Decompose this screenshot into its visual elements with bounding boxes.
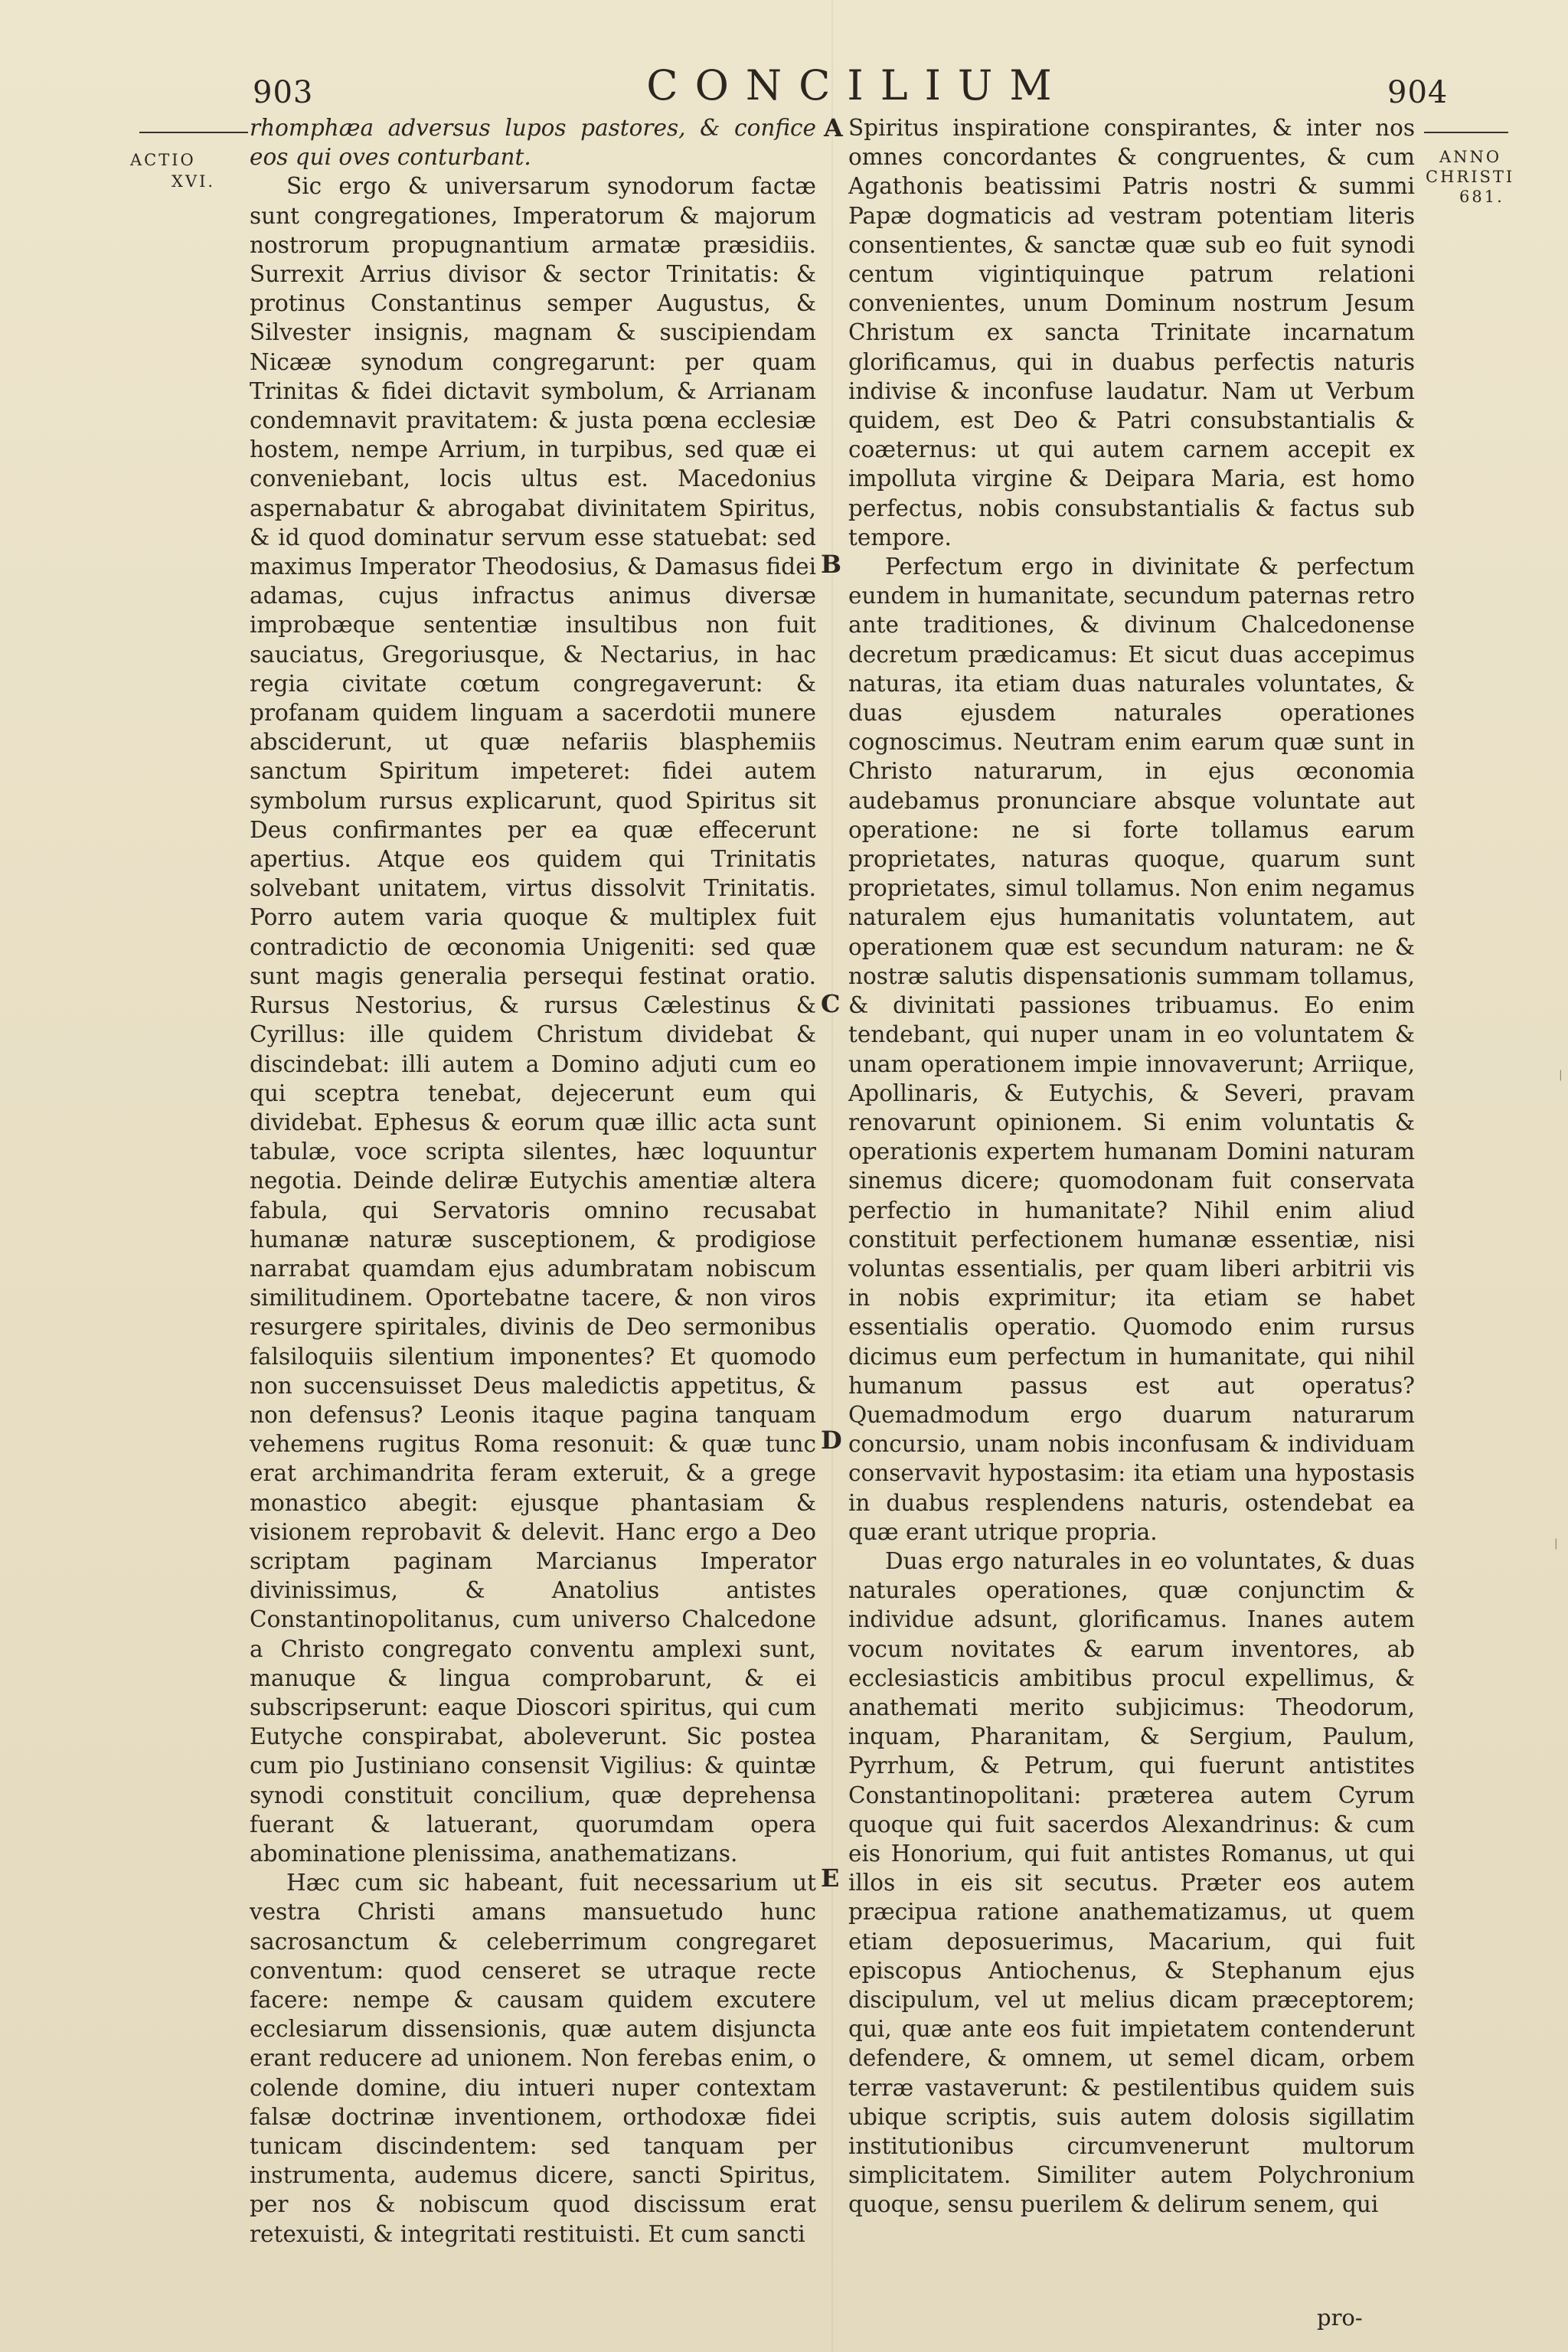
section-letter-e: E [821,1864,840,1893]
running-title: CONCILIUM [646,61,1069,109]
left-text-column [250,113,816,2318]
section-letter-d: D [821,1426,842,1455]
left-page-number: 903 [253,75,314,110]
margin-anno-label: ANNO [1439,148,1502,166]
column-gutter [831,0,833,2352]
right-paragraph-3: Duas ergo naturales in eo voluntates, & duas naturales operationes, quæ conjunctim & individue adsunt, glorificamus. Inanes autem vocum novitates & earum inventores, ab ecclesiasticis ambitibus procul expellimus, & anathemati merito subjicimus: Theodorum, inquam, Pharanitam, & Sergium, Paulum, Pyrrhum, & Petrum, qui fuerunt antistites Constantinopolitani: præterea autem Cyrum quoque qui fuit sacerdos Alexandrinus: & cum eis Honorium, qui fuit antistes Romanus, ut qui illos in eis sit secutus. Præter eos autem præcipua ratione anathematizamus, ut quem etiam deposuerimus, Macarium, qui fuit episcopus Antiochenus, & Stephanum ejus discipulum, vel ut melius dicam præceptorem; qui, quæ ante eos fuit impietatem contenderunt defendere, & omnem, ut semel dicam, orbem terræ vastaverunt: & pestilentibus quidem suis ubique scriptis, suis autem dolosis sigillatim institutionibus circumvenerunt multorum simplicitatem. Similiter autem Polychronium quoque, sensu puerilem & delirum senem, qui [848,1547,1415,2218]
right-paragraph-2: Perfectum ergo in divinitate & perfectum eundem in humanitate, secundum paternas retro ante traditiones, & divinum Chalcedonense decretum prædicamus: Et sicut duas accepimus naturas, ita etiam duas naturales voluntates, & duas ejusdem naturales operationes cognoscimus. Neutram enim earum quæ sunt in Christo naturarum, in ejus œconomia audebamus pronunciare absque voluntate aut operatione: ne si forte tollamus earum proprietates, naturas quoque, quarum sunt proprietates, simul tollamus. Non enim negamus naturalem ejus humanitatis voluntatem, aut operationem quæ est secundum naturam: ne & nostræ salutis dispensationis summam tollamus, & divinitati passiones tribuamus. Eo enim tendebant, qui nuper unam in eo voluntatem & unam operationem impie innovaverunt; Arriique, Apollinaris, & Eutychis, & Severi, pravam renovarunt opinionem. Si enim voluntatis & operationis expertem humanam Domini naturam sinemus dicere; quomodonam fuit conservata perfectio in humanitate? Nihil enim aliud constituit perfectionem humanæ essentiæ, nisi voluntas essentialis, per quam liberi arbitrii vis in nobis exprimitur; ita etiam se habet essentialis operatio. Quomodo enim rursus dicimus eum perfectum in humanitate, qui nihil humanum passus est aut operatus? Quemadmodum ergo duarum naturarum concursio, unam nobis inconfusam & individuam conservavit hypostasim: ita etiam una hypostasis in duabus resplendens naturis, ostendebat ea quæ erant utrique propria. [848,554,1415,1545]
left-paragraph-1: Sic ergo & universarum synodorum factæ sunt congregationes, Imperatorum & majorum nostrorum propugnantium armatæ præsidiis. Surrexit Arrius divisor & sector Trinitatis: & protinus Constantinus semper Augustus, & Silvester insignis, magnam & suscipiendam Nicææ synodum congregarunt: per quam Trinitas & fidei dictavit symbolum, & Arrianam condemnavit pravitatem: & justa pœna ecclesiæ hostem, nempe Arrium, in turpibus, sed quæ ei conveniebant, locis ultus est. Macedonius aspernabatur & abrogabat divinitatem Spiritus, & id quod dominatur servum esse statuebat: sed maximus Imperator Theodosius, & Damasus fidei adamas, cujus infractus animus diversæ improbæque sententiæ insultibus non fuit sauciatus, Gregoriusque, & Nectarius, in hac regia civitate cœtum congregaverunt: & profanam quidem linguam a sacerdotii munere absciderunt, ut quæ nefariis blasphemiis sanctum Spiritum impeteret: fidei autem symbolum rursus explicarunt, quod Spiritus sit Deus confirmantes per ea quæ effecerunt apertius. Atque eos quidem qui Trinitatis solvebant unitatem, virtus dissolvit Trinitatis. Porro autem varia quoque & multiplex fuit contradictio de œconomia Unigeniti: sed quæ sunt magis generalia persequi festinat oratio. Rursus Nestorius, & rursus Cælestinus & Cyrillus: ille quidem Christum dividebat & discindebat: illi autem a Domino adjuti cum eo qui sceptra tenebat, dejecerunt eum qui dividebat. Ephesus & eorum quæ illic acta sunt tabulæ, voce scripta silentes, hæc loquuntur negotia. Deinde deliræ Eutychis amentiæ altera fabula, qui Servatoris omnino recusabat humanæ naturæ susceptionem, & prodigiose narrabat quamdam ejus adumbratam nobiscum similitudinem. Oportebatne tacere, & non viros resurgere spiritales, divinis de Deo sermonibus falsiloquiis silentium imponentes? Et quomodo non succensuisset Deus maledictis appetitus, & non defensus? Leonis itaque pagina tanquam vehemens rugitus Roma resonuit: & quæ tunc erat archimandrita feram exteruit, & a grege monastico abegit: ejusque phantasiam & visionem reprobavit & delevit. Hanc ergo a Deo scriptam paginam Marcianus Imperator divinissimus, & Anatolius antistes Constantinopolitanus, cum universo Chalcedone a Christo congregato conventu amplexi sunt, manuque & lingua comprobarunt, & ei subscripserunt: eaque Dioscori spiritus, qui cum Eutyche conspirabat, aboleverunt. Sic postea cum pio Justiniano consensit Vigilius: & quintæ synodi constituit concilium, quæ deprehensa fuerant & latuerant, quorumdam opera abominatione plenissima, anathematizans. [250,173,816,1867]
catchword: pro- [1317,2305,1363,2331]
margin-session-label: ACTIO [130,151,196,169]
opening-italic-line: rhomphæa adversus lupos pastores, & confice eos qui oves conturbant. [250,115,816,171]
section-letter-c: C [821,989,841,1018]
section-letter-a: A [824,113,843,142]
margin-year: 681. [1459,188,1504,206]
section-letter-b: B [821,550,842,579]
right-header-dash [1424,132,1508,133]
left-paragraph-2: Hæc cum sic habeant, fuit necessarium ut vestra Christi amans mansuetudo hunc sacrosanctum & celeberrimum congregaret conventum: quod censeret se utraque recte facere: nempe & causam quidem excutere ecclesiarum dissensionis, quæ autem disjuncta erant reducere ad unionem. Non ferebas enim, o colende domine, diu intueri nuper contextam falsæ doctrinæ inventionem, orthodoxæ fidei tunicam discindentem: sed tanquam per instrumenta, audemus dicere, sancti Spiritus, per nos & nobiscum quod discissum erat retexuisti, & integritati restituisti. Et cum sancti [250,1870,816,2247]
margin-session-number: XVI. [172,172,216,191]
right-text-column [848,113,1415,2318]
margin-christi-label: CHRISTI [1426,168,1515,186]
edge-mark: | [1554,1537,1558,1550]
right-page-number: 904 [1387,75,1449,110]
left-header-dash [139,132,248,133]
edge-mark: | [1559,1069,1563,1081]
right-paragraph-1: Spiritus inspiratione conspirantes, & inter nos omnes concordantes & congruentes, & cum Agathonis beatissimi Patris nostri & summi Papæ dogmaticis ad vestram potentiam literis consentientes, & sanctæ quæ sub eo fuit synodi centum vigintiquinque patrum relationi convenientes, unum Dominum nostrum Jesum Christum ex sancta Trinitate incarnatum glorificamus, qui in duabus perfectis naturis indivise & inconfuse laudatur. Nam ut Verbum quidem, est Deo & Patri consubstantialis & coæternus: ut qui autem carnem accepit ex impolluta virgine & Deipara Maria, est homo perfectus, nobis consubstantialis & factus sub tempore. [848,115,1415,550]
